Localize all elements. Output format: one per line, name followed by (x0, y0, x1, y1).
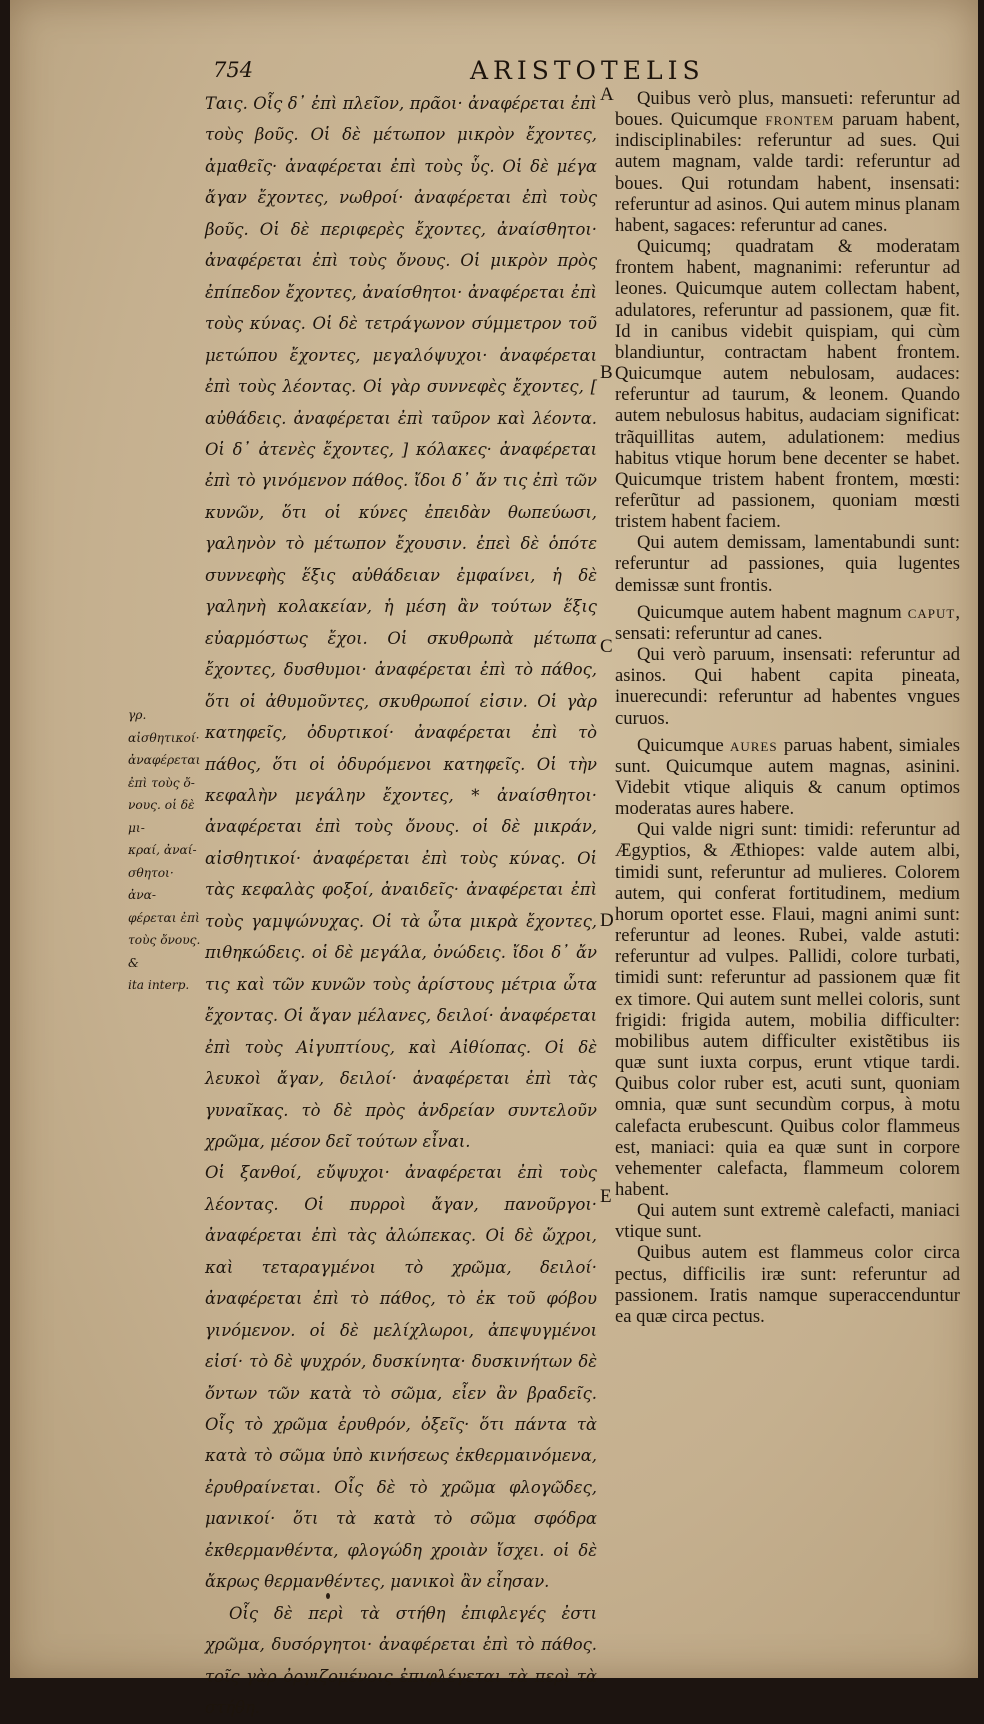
section-letter-d: D (600, 910, 614, 931)
latin-text: Quicumque (637, 734, 730, 756)
margin-line: κραί, ἀναί- (128, 843, 197, 857)
latin-text: , sensati: referuntur ad canes. (615, 601, 960, 644)
greek-paragraph: Οἷς δὲ περὶ τὰ στήθη ἐπιφλεγές ἐστι χρῶμα, δυσόργητοι· ἀναφέρεται ἐπὶ τὸ πάθος. τοῖς γὰρ ὀργιζομένοις ἐπιφλέγεται τὰ περὶ τὰ στήθη. (205, 1603, 597, 1718)
latin-paragraph (615, 88, 960, 236)
latin-paragraph (615, 735, 960, 820)
section-letter-c: C (600, 636, 613, 657)
latin-paragraph (615, 602, 960, 644)
greek-text-column (205, 88, 597, 1724)
latin-paragraph: Qui autem demissam, lamentabundi sunt: referuntur ad passiones, quia lugentes demissæ sunt frontis. (615, 532, 960, 596)
section-letter-e: E (600, 1186, 612, 1207)
section-letter-b: B (600, 362, 613, 383)
latin-text: Quibus verò plus, mansueti: referuntur ad boues. Quicumque (615, 88, 960, 131)
margin-line: τοὺς ὄνους. & (128, 933, 201, 970)
margin-line: φέρεται ἐπὶ (128, 910, 200, 925)
greek-paragraph: Ταις. Οἷς δ᾽ ἐπὶ πλεῖον, πρᾶοι· ἀναφέρεται ἐπὶ τοὺς βοῦς. Οἱ δὲ μέτωπον μικρὸν ἔχοντες, ἀμαθεῖς· ἀναφέρεται ἐπὶ τοὺς ὗς. Οἱ δὲ μέγα ἄγαν ἔχοντες, νωθροί· ἀναφέρεται ἐπὶ τοὺς βοῦς. Οἱ δὲ περιφερὲς ἔχοντες, ἀναίσθητοι· ἀναφέρεται ἐπὶ τοὺς ὄνους. Οἱ μικρὸν πρὸς ἐπίπεδον ἔχοντες, ἀναίσθητοι· ἀναφέρεται ἐπὶ τοὺς κύνας. Οἱ δὲ τετράγωνον σύμμετρον τοῦ μετώπου ἔχοντες, μεγαλόψυχοι· ἀναφέρεται ἐπὶ τοὺς λέοντας. Οἱ γὰρ συννεφὲς ἔχοντες, [ αὐθάδεις. ἀναφέρεται ἐπὶ ταῦρον καὶ λέοντα. Οἱ δ᾽ ἀτενὲς ἔχοντες, ] κόλακες· ἀναφέρεται ἐπὶ τὸ γινόμενον πάθος. ἴδοι δ᾽ ἄν τις ἐπὶ τῶν κυνῶν, ὅτι οἱ κύνες ἐπειδὰν θωπεύωσι, γαληνὸν τὸ μέτωπον ἔχουσιν. ἐπεὶ δὲ ὁπότε συννεφὴς ἕξις αὐθάδειαν ἐμφαίνει, ἡ δὲ γαληνὴ κολακείαν, ἡ μέση ἂν τούτων ἕξις εὐαρμόστως ἔχοι. Οἱ σκυθρωπὰ μέτωπα ἔχοντες, δυσθυμοι· ἀναφέρεται ἐπὶ τὸ πάθος, ὅτι οἱ ἀθυμοῦντες, σκυθρωποί εἰσιν. Οἱ γὰρ κατηφεῖς, ὀδυρτικοί· ἀναφέρεται ἐπὶ τὸ πάθος, ὅτι οἱ ὀδυρόμενοι κατηφεῖς. Οἱ τὴν κεφαλὴν μεγάλην ἔχοντες, * ἀναίσθητοι· ἀναφέρεται ἐπὶ τοὺς ὄνους. οἱ δὲ μικράν, αἰσθητικοί· ἀναφέρεται ἐπὶ τοὺς κύνας. Οἱ τὰς κεφαλὰς φοξοί, ἀναιδεῖς· ἀναφέρεται ἐπὶ τοὺς γαμψώνυχας. Οἱ τὰ ὦτα μικρὰ ἔχοντες, πιθηκώδεις. οἱ δὲ μεγάλα, ὀνώδεις. ἴδοι δ᾽ ἄν τις καὶ τῶν κυνῶν τοὺς ἀρίστους μέτρια ὦτα ἔχοντας. Οἱ ἄγαν μέλανες, δειλοί· ἀναφέρεται ἐπὶ τοὺς Αἰγυπτίους, καὶ Αἰθίοπας. Οἱ δὲ λευκοὶ ἄγαν, δειλοί· ἀναφέρεται ἐπὶ τὰς γυναῖκας. τὸ δὲ πρὸς ἀνδρείαν συντελοῦν χρῶμα, μέσον δεῖ τούτων εἶναι. (205, 94, 597, 1151)
latin-keyword-aures: aures (729, 734, 778, 756)
greek-paragraph: Οἱ ξανθοί, εὔψυχοι· ἀναφέρεται ἐπὶ τοὺς λέοντας. Οἱ πυρροὶ ἄγαν, πανοῦργοι· ἀναφέρεται ἐπὶ τὰς ἀλώπεκας. Οἱ δὲ ὤχροι, καὶ τεταραγμένοι τὸ χρῶμα, δειλοί· ἀναφέρεται ἐπὶ τὸ πάθος, τὸ ἐκ τοῦ φόβου γινόμενον. οἱ δὲ μελίχλωροι, ἀπεψυγμένοι εἰσί· τὸ δὲ ψυχρόν, δυσκίνητα· δυσκινήτων δὲ ὄντων τῶν κατὰ τὸ σῶμα, εἶεν ἂν βραδεῖς. Οἷς τὸ χρῶμα ἐρυθρόν, ὀξεῖς· ὅτι πάντα τὰ κατὰ τὸ σῶμα ὑπὸ κινήσεως ἐκθερμαινόμενα, ἐρυθραίνεται. Οἷς δὲ τὸ χρῶμα φλογῶδες, μανικοί· ὅτι τὰ κατὰ τὸ σῶμα σφόδρα ἐκθερμανθέντα, φλογώδη χροιὰν ἴσχει. οἱ δὲ ἄκρως θερμανθέντες, μανικοὶ ἂν εἶησαν. (205, 1163, 597, 1592)
latin-paragraph: Quicumq; quadratam & moderatam frontem habent, magnanimi: referuntur ad leones. Quicumque autem collectam habent, adulatores, referuntur ad passionem, quæ fit. Id in canibus videbit quispiam, qui cùm blandiuntur, contractam habent frontem. Quicumque autem nebulosam, audaces: referuntur ad taurum, & leonem. Quando autem nebulosus habitus, audaciam significat: trãquillitas autem, adulationem: medius habitus vtique horum bene decenter se habet. Quicumque tristem habent frontem, mœsti: referũtur ad passionem, quoniam mœsti tristem habent faciem. (615, 236, 960, 533)
latin-paragraph: Qui verò paruum, insensati: referuntur ad asinos. Qui habent capita pineata, inuerecundi: referuntur ad habentes vngues curuos. (615, 644, 960, 729)
latin-paragraph: Qui valde nigri sunt: timidi: referuntur ad Ægyptios, & Æthiopes: valde autem albi, timidi sunt, referuntur ad mulieres. Colorem autem, qui conferat fortitudinem, medium horum oportet esse. Flaui, magni animi sunt: referuntur ad leones. Rubei, valde astuti: referuntur ad vulpes. Pallidi, colore turbati, timidi sunt: referuntur ad passionem quæ fit ex timore. Qui autem sunt mellei coloris, sunt frigidi: frigida autem, mobilia difficulter: mobilibus autem difficulter existẽtibus iis quæ sunt iuxta corpus, erunt vtique tardi. Quibus color ruber est, acuti sunt, quoniam omnia, quæ sunt secundùm corpus, à motu calefacta erubescunt. Quibus color flammeus est, maniaci: quia ea quæ sunt in corpore vehementer calefacta, flammeum colorem habent. (615, 819, 960, 1200)
latin-paragraph: Qui autem sunt extremè calefacti, maniaci vtique sunt. (615, 1200, 960, 1243)
page-header (10, 56, 978, 90)
margin-variant-note (128, 704, 204, 997)
margin-line: νους. οἱ δὲ μι- (128, 798, 195, 835)
latin-keyword-frontem: frontem (765, 109, 835, 131)
latin-paragraph: Quibus autem est flammeus color circa pectus, difficilis iræ sunt: referuntur ad passionem. Iratis namque superaccenduntur ea quæ circa pectus. (615, 1242, 960, 1327)
latin-text: Quicumque autem habent magnum (637, 601, 908, 623)
running-title: ARISTOTELIS (470, 56, 705, 85)
margin-line: ἀναφέρεται (128, 753, 201, 767)
margin-line: σθητοι· ἀνα- (128, 865, 174, 902)
latin-text: paruas habent, simiales sunt. Quicumque autem magnas, asinini. Videbit vtique aliquis & canum optimos moderatas aures habere. (615, 734, 960, 820)
margin-line: ἐπὶ τοὺς ὄ- (128, 775, 195, 790)
book-page (10, 0, 978, 1718)
margin-line: ita interp. (128, 978, 190, 992)
latin-text: paruam habent, indisciplinabiles: referuntur ad sues. Qui autem magnam, valde tardi: referuntur ad boues. Qui rotundam habent, insensati: referuntur ad asinos. Qui autem minus planam habent, sagaces: referuntur ad canes. (615, 109, 960, 236)
latin-keyword-caput: caput (907, 601, 956, 623)
latin-text-column (615, 88, 960, 1327)
margin-line: γρ. αἰσθητικοί· (128, 708, 200, 745)
ink-speck (326, 1593, 330, 1599)
page-number: 754 (213, 58, 254, 82)
section-letter-a: A (600, 84, 614, 105)
